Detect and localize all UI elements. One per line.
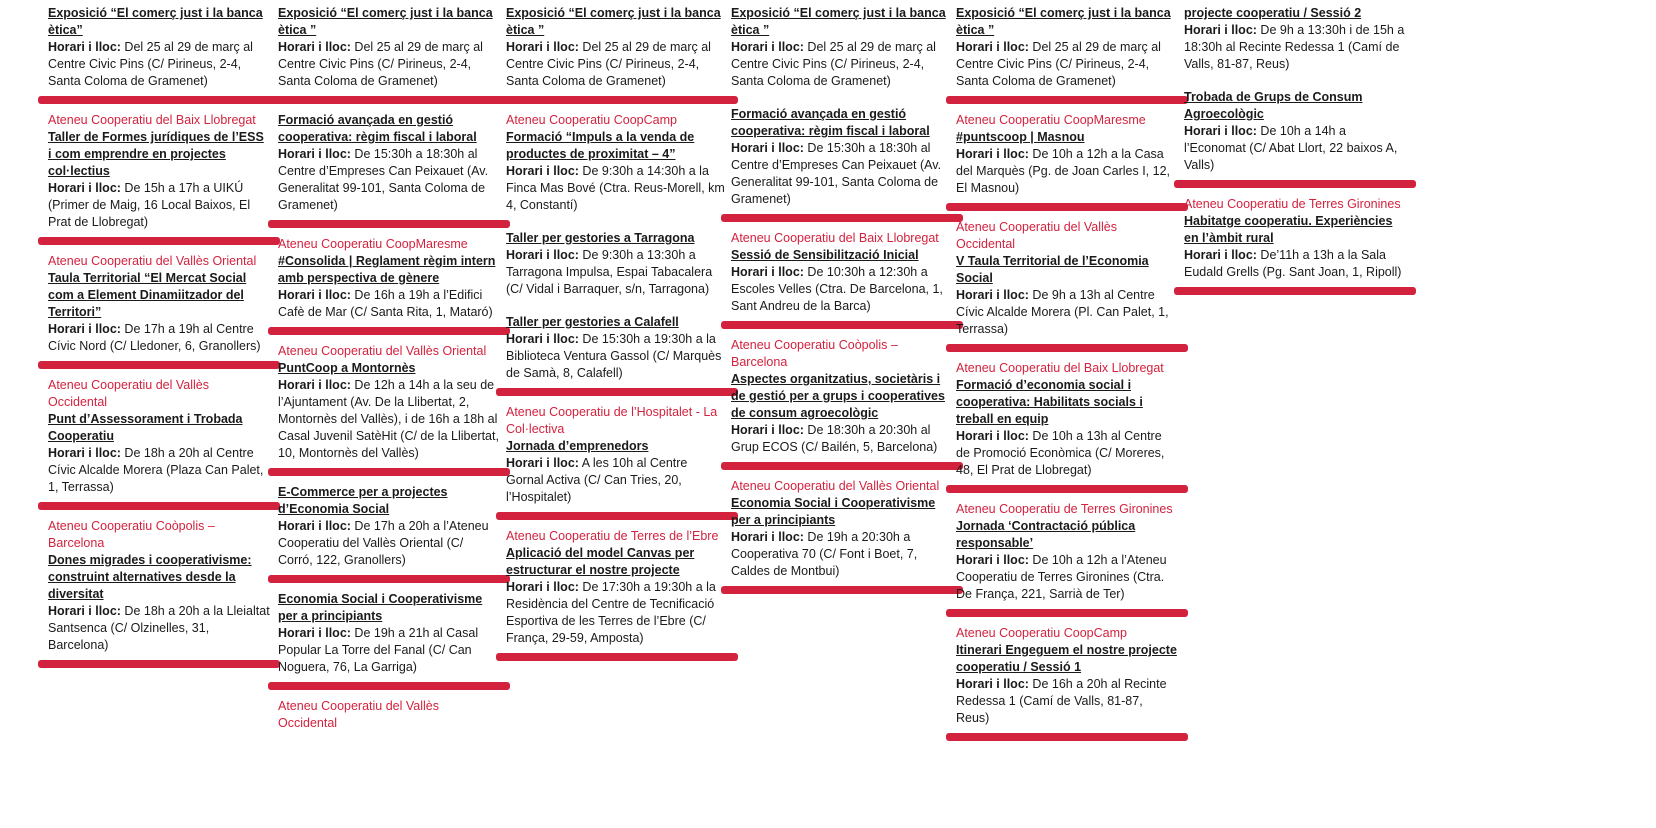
event xyxy=(48,518,270,668)
info-label: Horari i lloc: xyxy=(506,40,579,54)
divider xyxy=(268,682,510,690)
event xyxy=(956,5,1178,104)
event xyxy=(731,478,953,594)
event-info xyxy=(506,579,728,647)
event xyxy=(1184,196,1406,295)
info-label: Horari i lloc: xyxy=(956,40,1029,54)
event-info xyxy=(956,676,1178,727)
info-label: Horari i lloc: xyxy=(48,604,121,618)
event-info xyxy=(731,529,953,580)
day-column-3 xyxy=(506,5,728,669)
event-info xyxy=(278,287,500,321)
event-title[interactable]: Exposició “El comerç just i la banca ètica ” xyxy=(506,6,721,37)
event-details: De 18:30h a 20:30h al Grup ECOS (C/ Bailén, 5, Barcelona) xyxy=(731,423,938,454)
event xyxy=(48,253,270,369)
event-title[interactable]: Formació avançada en gestió cooperativa: règim fiscal i laboral xyxy=(278,113,477,144)
event-organizer: Ateneu Cooperatiu del Vallès Oriental xyxy=(278,344,487,358)
day-column-2 xyxy=(278,5,500,732)
divider xyxy=(496,512,738,520)
event-details: De 17h a 19h al Centre Cívic Nord (C/ Lledoner, 6, Granollers) xyxy=(48,322,261,353)
event-organizer: Ateneu Cooperatiu Coòpolis – Barcelona xyxy=(731,338,898,369)
event-title[interactable]: Punt d’Assessorament i Trobada Cooperatiu xyxy=(48,412,243,443)
event-details: De 18h a 20h a la Lleialtat Santsenca (C/ Olzinelles, 31, Barcelona) xyxy=(48,604,270,652)
divider xyxy=(496,653,738,661)
event-organizer: Ateneu Cooperatiu Coòpolis – Barcelona xyxy=(48,519,215,550)
event-title[interactable]: Exposició “El comerç just i la banca ètica ” xyxy=(731,6,946,37)
info-label: Horari i lloc: xyxy=(506,248,579,262)
info-label: Horari i lloc: xyxy=(506,164,579,178)
event-info xyxy=(956,39,1178,90)
event xyxy=(48,112,270,245)
event-details: De 16h a 19h a l’Edifici Cafè de Mar (C/ Santa Rita, 1, Mataró) xyxy=(278,288,493,319)
event-details: De 9h a 13:30h i de 15h a 18:30h al Recinte Redessa 1 (Camí de Valls, 81-87, Reus) xyxy=(1184,23,1405,71)
event xyxy=(956,501,1178,617)
event-info xyxy=(956,552,1178,603)
event-title[interactable]: Formació “Impuls a la venda de productes de proximitat – 4” xyxy=(506,130,695,161)
info-label: Horari i lloc: xyxy=(278,519,351,533)
info-label: Horari i lloc: xyxy=(506,332,579,346)
divider xyxy=(721,321,963,329)
divider xyxy=(268,327,510,335)
event-details: De 10h a 12h a la Casa del Marquès (Pg. de Joan Carles I, 12, El Masnou) xyxy=(956,147,1171,195)
day-column-6 xyxy=(1184,5,1406,303)
event-title[interactable]: projecte cooperatiu / Sessió 2 xyxy=(1184,6,1362,20)
event-info xyxy=(1184,22,1406,73)
divider xyxy=(38,502,280,510)
divider xyxy=(268,96,510,104)
event-info xyxy=(506,455,728,506)
info-label: Horari i lloc: xyxy=(956,553,1029,567)
divider xyxy=(721,214,963,222)
event-details: De 10h a 14h a l’Economat (C/ Abat Llort, 22 baixos A, Valls) xyxy=(1184,124,1398,172)
event-organizer: Ateneu Cooperatiu del Vallès Occidental xyxy=(956,220,1117,251)
info-label: Horari i lloc: xyxy=(731,530,804,544)
event-organizer: Ateneu Cooperatiu de l’Hospitalet - La Col·lectiva xyxy=(506,405,718,436)
event-details: De 16h a 20h al Recinte Redessa 1 (Camí de Valls, 81-87, Reus) xyxy=(956,677,1167,725)
divider xyxy=(38,96,280,104)
event-info xyxy=(956,287,1178,338)
event-title[interactable]: E-Commerce per a projectes d’Economia Social xyxy=(278,485,448,516)
event xyxy=(48,377,270,510)
info-label: Horari i lloc: xyxy=(278,40,351,54)
info-label: Horari i lloc: xyxy=(1184,23,1257,37)
event-title[interactable]: Exposició “El comerç just i la banca ètica ” xyxy=(278,6,493,37)
divider xyxy=(721,586,963,594)
event xyxy=(506,528,728,661)
event-info xyxy=(278,146,500,214)
info-label: Horari i lloc: xyxy=(48,322,121,336)
event-title[interactable]: V Taula Territorial de l’Economia Social xyxy=(956,254,1149,285)
event-title[interactable]: Itinerari Engeguem el nostre projecte cooperatiu / Sessió 1 xyxy=(956,643,1177,674)
day-column-5 xyxy=(956,5,1178,749)
event-info xyxy=(506,331,728,382)
event-organizer: Ateneu Cooperatiu del Baix Llobregat xyxy=(731,231,939,245)
event-title[interactable]: Economia Social i Cooperativisme per a principiants xyxy=(731,496,936,527)
info-label: Horari i lloc: xyxy=(506,580,579,594)
divider xyxy=(721,462,963,470)
event-title[interactable]: Jornada d’emprenedors xyxy=(506,439,649,453)
event-title[interactable]: Taula Territorial “El Mercat Social com a Element Dinamiitzador del Territori” xyxy=(48,271,247,319)
event xyxy=(278,5,500,104)
event-details: Del 25 al 29 de març al Centre Civic Pins (C/ Pirineus, 2-4, Santa Coloma de Gramenet) xyxy=(731,40,936,88)
event xyxy=(956,360,1178,493)
divider xyxy=(496,96,738,104)
event-title[interactable]: #puntscoop | Masnou xyxy=(956,130,1085,144)
event-info xyxy=(1184,247,1406,281)
event-title[interactable]: Taller per gestories a Tarragona xyxy=(506,231,695,245)
event-organizer: Ateneu Cooperatiu del Vallès Oriental xyxy=(731,479,940,493)
event xyxy=(506,5,728,104)
info-label: Horari i lloc: xyxy=(731,423,804,437)
event-info xyxy=(278,518,500,569)
event-organizer: Ateneu Cooperatiu del Baix Llobregat xyxy=(48,113,256,127)
event-info xyxy=(278,377,500,462)
divider xyxy=(946,485,1188,493)
event-info xyxy=(48,39,270,90)
event-organizer: Ateneu Cooperatiu CoopMaresme xyxy=(278,237,468,251)
event-info xyxy=(731,39,953,90)
event-details: De 15:30h a 18:30h al Centre d’Empreses Can Peixauet (Av. Generalitat 99-101, Santa Coloma de Gramenet) xyxy=(278,147,489,212)
event-details: De 15:30h a 19:30h a la Biblioteca Ventura Gassol (C/ Marquès de Samà, 8, Calafell) xyxy=(506,332,722,380)
event-organizer: Ateneu Cooperatiu de Terres Gironines xyxy=(956,502,1173,516)
event-info xyxy=(48,321,270,355)
event-organizer: Ateneu Cooperatiu del Vallès Oriental xyxy=(48,254,257,268)
event-title[interactable]: Exposició “El comerç just i la banca ètica ” xyxy=(956,6,1171,37)
event-details: De 9h a 13h al Centre Cívic Alcalde Morera (Pl. Can Palet, 1, Terrassa) xyxy=(956,288,1169,336)
event-organizer: Ateneu Cooperatiu CoopCamp xyxy=(956,626,1127,640)
info-label: Horari i lloc: xyxy=(278,378,351,392)
info-label: Horari i lloc: xyxy=(278,288,351,302)
event-details: De 17:30h a 19:30h a la Residència del Centre de Tecnificació Esportiva de les Terres de l’Ebre (C/ França, 29-59, Amposta) xyxy=(506,580,716,645)
event xyxy=(278,343,500,476)
divider xyxy=(1174,287,1416,295)
event-organizer: Ateneu Cooperatiu del Baix Llobregat xyxy=(956,361,1164,375)
event-title[interactable]: Aplicació del model Canvas per estructurar el nostre projecte xyxy=(506,546,695,577)
event-title[interactable]: Taller per gestories a Calafell xyxy=(506,315,679,329)
info-label: Horari i lloc: xyxy=(956,147,1029,161)
event xyxy=(278,112,500,228)
event xyxy=(731,337,953,470)
event-details: De 19h a 20:30h a Cooperativa 70 (C/ Font i Boet, 7, Caldes de Montbui) xyxy=(731,530,918,578)
info-label: Horari i lloc: xyxy=(48,446,121,460)
event xyxy=(956,625,1178,741)
event-info xyxy=(506,163,728,214)
info-label: Horari i lloc: xyxy=(956,288,1029,302)
event xyxy=(731,230,953,329)
divider xyxy=(946,733,1188,741)
day-column-1 xyxy=(48,5,270,676)
info-label: Horari i lloc: xyxy=(48,181,121,195)
event-info xyxy=(48,445,270,496)
event xyxy=(278,236,500,335)
event-info xyxy=(731,140,953,208)
event xyxy=(278,698,500,732)
event-details: De 10h a 13h al Centre de Promoció Econòmica (C/ Moreres, 48, El Prat de Llobregat) xyxy=(956,429,1165,477)
event-title[interactable]: Economia Social i Cooperativisme per a principiants xyxy=(278,592,483,623)
info-label: Horari i lloc: xyxy=(506,456,579,470)
event-details: De 19h a 21h al Casal Popular La Torre del Fanal (C/ Can Noguera, 76, La Garriga) xyxy=(278,626,479,674)
event xyxy=(1184,89,1406,188)
event xyxy=(731,5,953,90)
event-title[interactable]: #Consolida | Reglament règim intern amb perspectiva de gènere xyxy=(278,254,496,285)
event-info xyxy=(1184,123,1406,174)
event-title[interactable]: Jornada ‘Contractació pública responsable’ xyxy=(956,519,1136,550)
divider xyxy=(946,344,1188,352)
info-label: Horari i lloc: xyxy=(731,141,804,155)
event-details: De 10:30h a 12:30h a Escoles Velles (Ctra. De Barcelona, 1, Sant Andreu de la Barca) xyxy=(731,265,943,313)
event-title[interactable]: Formació d’economia social i cooperativa: Habilitats socials i treball en equip xyxy=(956,378,1143,426)
event-title[interactable]: Dones migrades i cooperativisme: construint alternatives desde la diversitat xyxy=(48,553,252,601)
divider xyxy=(946,609,1188,617)
event xyxy=(278,484,500,583)
divider xyxy=(1174,180,1416,188)
divider xyxy=(946,203,1188,211)
event-info xyxy=(278,625,500,676)
event-details: Del 25 al 29 de març al Centre Civic Pins (C/ Pirineus, 2-4, Santa Coloma de Gramenet) xyxy=(956,40,1161,88)
event-details: De 10h a 12h a l’Ateneu Cooperatiu de Terres Gironines (Ctra. De França, 221, Sarrià de Ter) xyxy=(956,553,1167,601)
event-details: De 15:30h a 18:30h al Centre d’Empreses Can Peixauet (Av. Generalitat 99-101, Santa Coloma de Gramenet) xyxy=(731,141,942,206)
event xyxy=(731,106,953,222)
info-label: Horari i lloc: xyxy=(48,40,121,54)
event-organizer: Ateneu Cooperatiu CoopCamp xyxy=(506,113,677,127)
divider xyxy=(268,575,510,583)
event xyxy=(506,404,728,520)
event xyxy=(278,591,500,690)
divider xyxy=(946,96,1188,104)
event xyxy=(48,5,270,104)
event-details: De 12h a 14h a la seu de l’Ajuntament (Av. De la Llibertat, 2, Montornès del Vallès), i de 16h a 18h al Casal Juvenil SatèHit (C/ de la Llibertat, 10, Montornès del Vallès) xyxy=(278,378,499,460)
event-organizer: Ateneu Cooperatiu de Terres de l’Ebre xyxy=(506,529,719,543)
divider xyxy=(38,237,280,245)
divider xyxy=(496,388,738,396)
event-organizer: Ateneu Cooperatiu de Terres Gironines xyxy=(1184,197,1401,211)
event xyxy=(506,230,728,298)
event-info xyxy=(278,39,500,90)
event-organizer: Ateneu Cooperatiu del Vallès Occidental xyxy=(48,378,209,409)
event-organizer: Ateneu Cooperatiu del Vallès Occidental xyxy=(278,699,439,730)
event-details: De 9:30h a 13:30h a Tarragona Impulsa, Espai Tabacalera (C/ Vidal i Barraquer, s/n, Tarragona) xyxy=(506,248,713,296)
info-label: Horari i lloc: xyxy=(731,265,804,279)
event-title[interactable]: Formació avançada en gestió cooperativa: règim fiscal i laboral xyxy=(731,107,930,138)
event-info xyxy=(956,428,1178,479)
event xyxy=(956,112,1178,211)
event-title[interactable]: Taller de Formes jurídiques de l’ESS i com emprendre en projectes col·lectius xyxy=(48,130,264,178)
info-label: Horari i lloc: xyxy=(731,40,804,54)
event-info xyxy=(506,39,728,90)
divider xyxy=(268,220,510,228)
info-label: Horari i lloc: xyxy=(1184,248,1257,262)
event-details: Del 25 al 29 de març al Centre Civic Pins (C/ Pirineus, 2-4, Santa Coloma de Gramenet) xyxy=(48,40,253,88)
event-details: Del 25 al 29 de març al Centre Civic Pins (C/ Pirineus, 2-4, Santa Coloma de Gramenet) xyxy=(506,40,711,88)
event-info xyxy=(731,422,953,456)
event-title[interactable]: Aspectes organitzatius, societàris i de gestió per a grups i cooperatives de consum agroecològic xyxy=(731,372,945,420)
event-info xyxy=(956,146,1178,197)
event-details: De 17h a 20h a l’Ateneu Cooperatiu del Vallès Oriental (C/ Corró, 122, Granollers) xyxy=(278,519,489,567)
info-label: Horari i lloc: xyxy=(1184,124,1257,138)
event-info xyxy=(48,603,270,654)
event-title[interactable]: Sessió de Sensibilització Inicial xyxy=(731,248,919,262)
event xyxy=(956,219,1178,352)
divider xyxy=(38,361,280,369)
info-label: Horari i lloc: xyxy=(956,677,1029,691)
event xyxy=(1184,5,1406,73)
event xyxy=(506,112,728,214)
event-details: A les 10h al Centre Gornal Activa (C/ Can Tries, 20, l’Hospitalet) xyxy=(506,456,688,504)
event-details: De 9:30h a 14:30h a la Finca Mas Bové (Ctra. Reus-Morell, km 4, Constantí) xyxy=(506,164,725,212)
event-title[interactable]: Exposició “El comerç just i la banca ètica” xyxy=(48,6,263,37)
event-title[interactable]: Trobada de Grups de Consum Agroecològic xyxy=(1184,90,1363,121)
event-title[interactable]: Habitatge cooperatiu. Experiències en l’àmbit rural xyxy=(1184,214,1393,245)
day-column-4 xyxy=(731,5,953,602)
event xyxy=(506,314,728,396)
event-details: De 15h a 17h a UIKÚ (Primer de Maig, 16 Local Baixos, El Prat de Llobregat) xyxy=(48,181,251,229)
divider xyxy=(38,660,280,668)
info-label: Horari i lloc: xyxy=(278,626,351,640)
event-details: Del 25 al 29 de març al Centre Civic Pins (C/ Pirineus, 2-4, Santa Coloma de Gramenet) xyxy=(278,40,483,88)
event-info xyxy=(48,180,270,231)
event-details: De’11h a 13h a la Sala Eudald Grells (Pg. Sant Joan, 1, Ripoll) xyxy=(1184,248,1402,279)
divider xyxy=(268,468,510,476)
info-label: Horari i lloc: xyxy=(278,147,351,161)
info-label: Horari i lloc: xyxy=(956,429,1029,443)
event-info xyxy=(731,264,953,315)
event-organizer: Ateneu Cooperatiu CoopMaresme xyxy=(956,113,1146,127)
event-title[interactable]: PuntCoop a Montornès xyxy=(278,361,416,375)
event-details: De 18h a 20h al Centre Cívic Alcalde Morera (Plaza Can Palet, 1, Terrassa) xyxy=(48,446,264,494)
event-info xyxy=(506,247,728,298)
